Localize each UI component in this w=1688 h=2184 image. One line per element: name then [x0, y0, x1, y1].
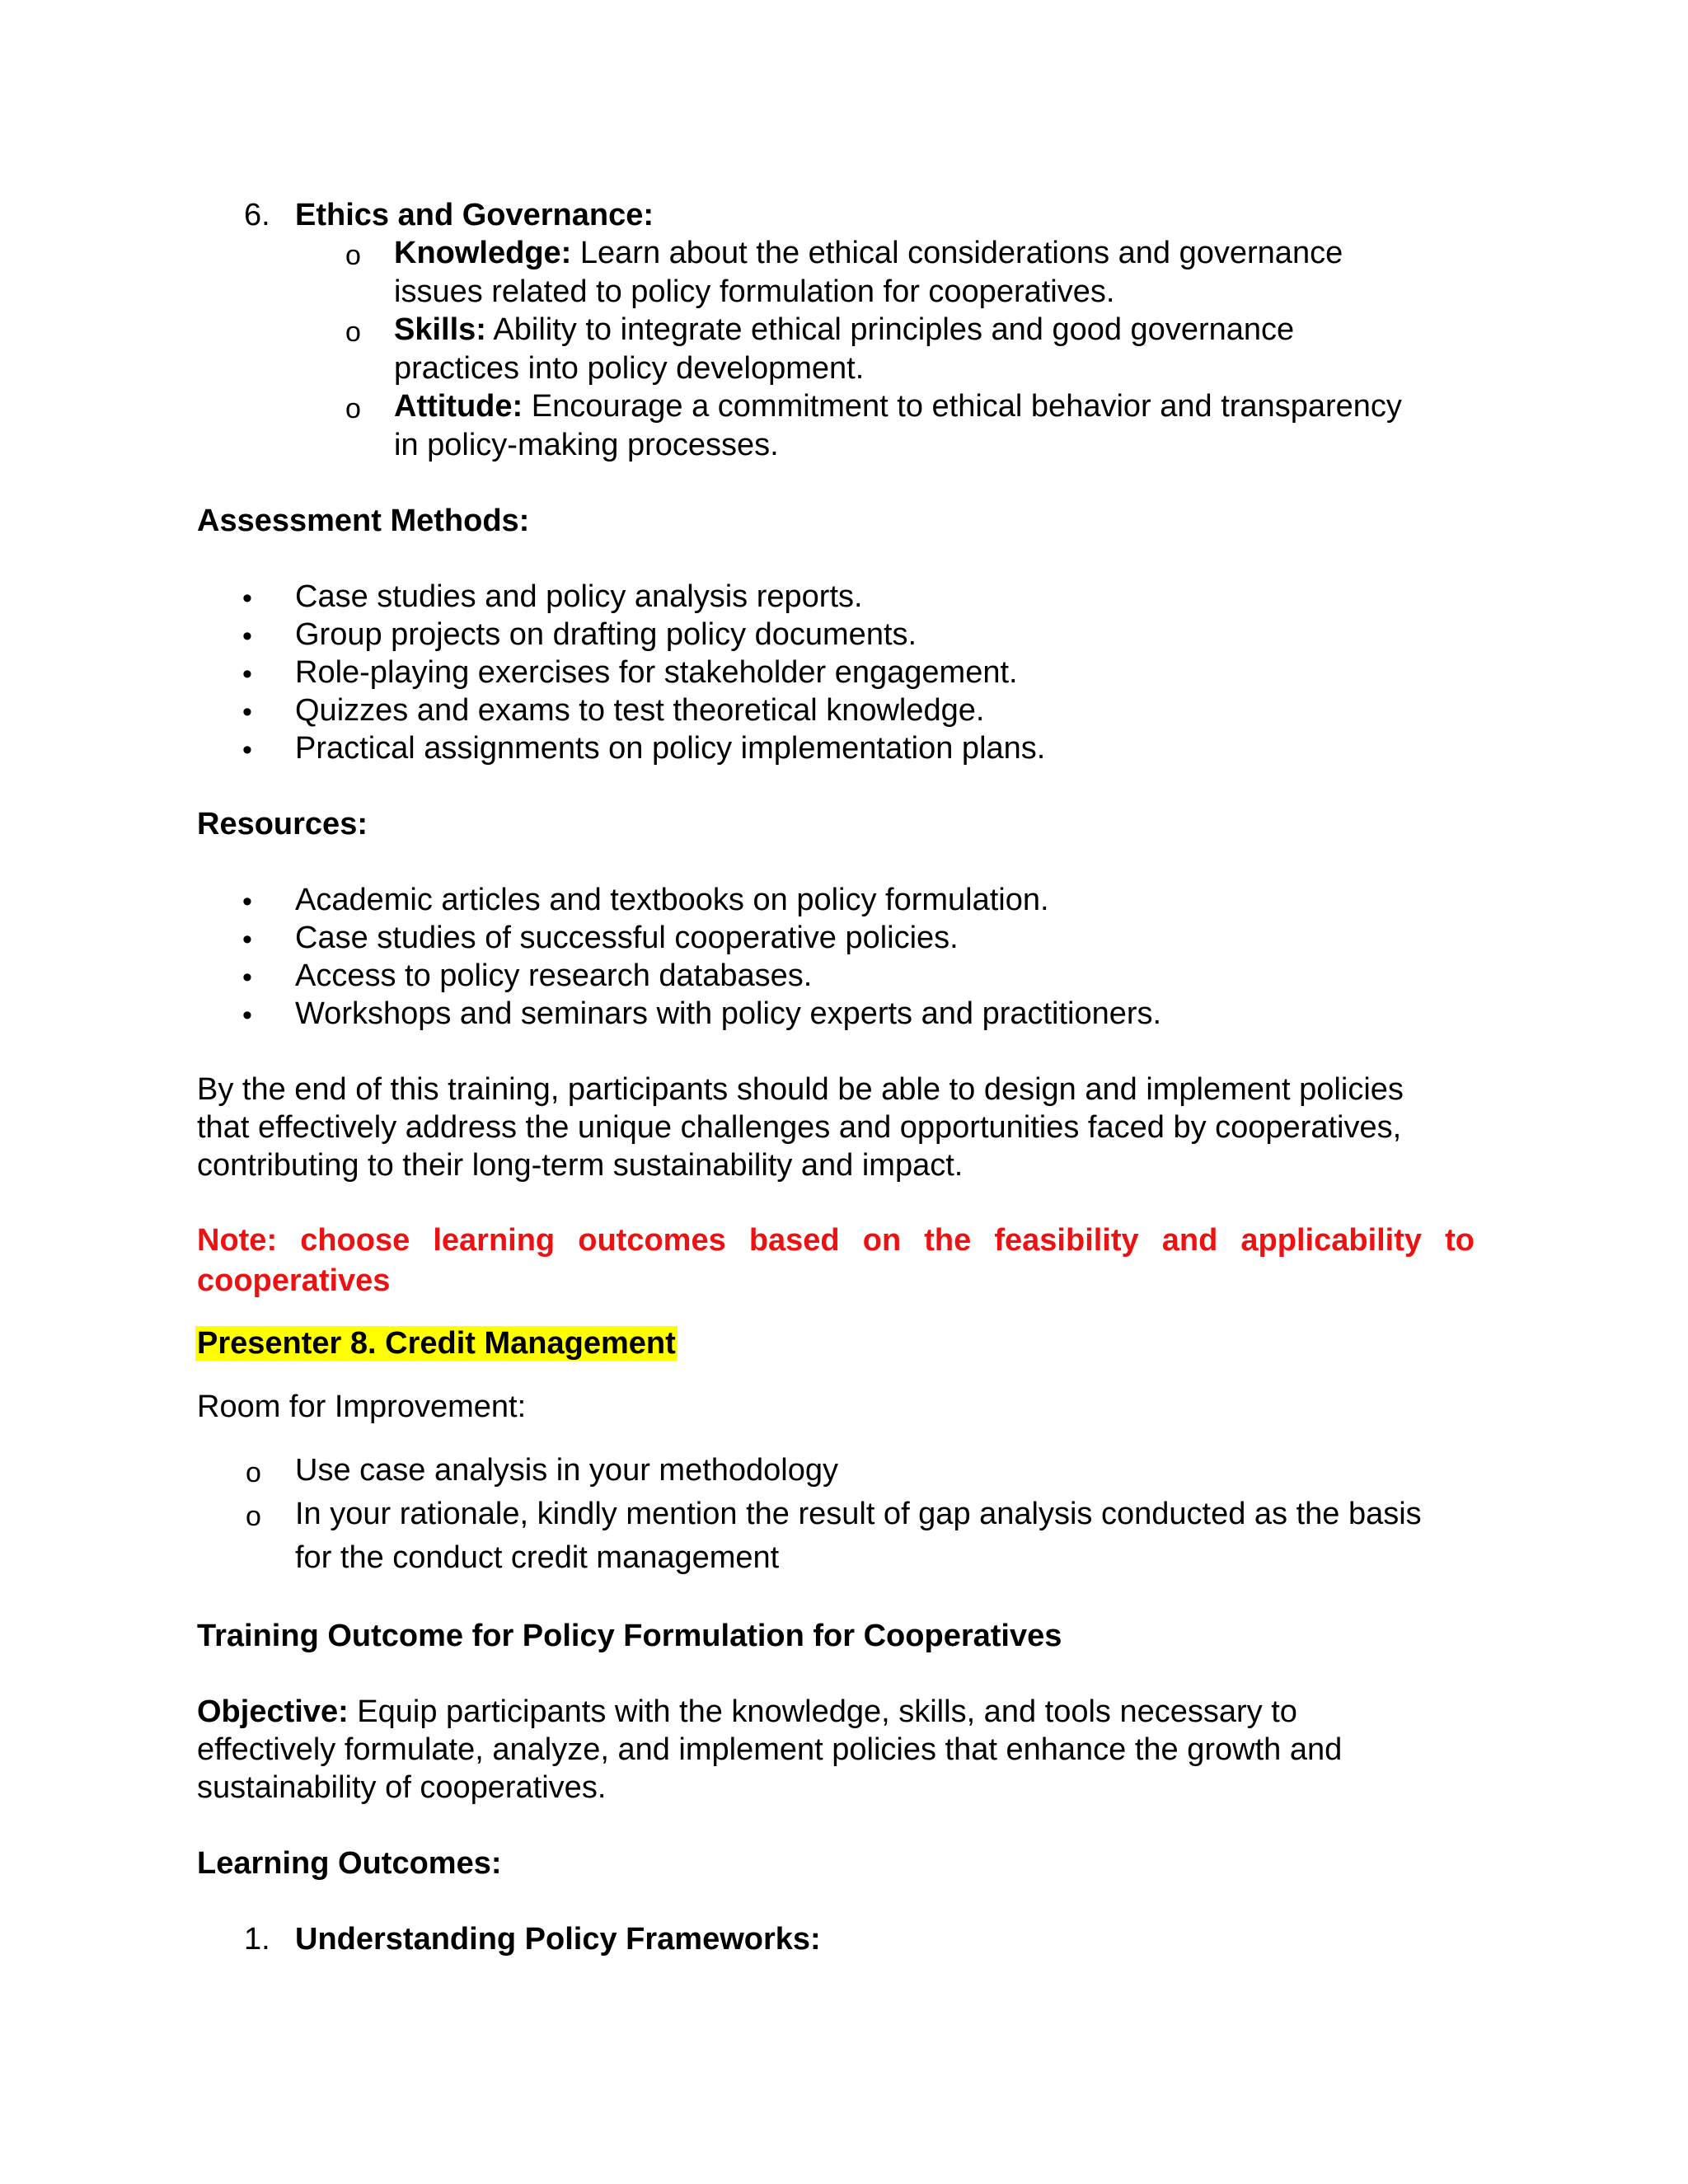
circle-bullet-icon: o — [345, 240, 361, 271]
resource-item: Academic articles and textbooks on policy formulation. — [295, 883, 1049, 917]
bullet-icon: • — [242, 696, 252, 728]
ethics-item-continuation: practices into policy development. — [394, 351, 865, 386]
resources-heading: Resources: — [197, 807, 368, 841]
training-title: Training Outcome for Policy Formulation for Cooperatives — [197, 1619, 1062, 1653]
conclusion-line: contributing to their long-term sustainability and impact. — [197, 1148, 964, 1183]
improvement-heading: Room for Improvement: — [197, 1390, 527, 1424]
resource-item: Case studies of successful cooperative policies. — [295, 921, 959, 955]
ethics-item-skills — [394, 311, 1294, 349]
learning-outcomes-heading: Learning Outcomes: — [197, 1846, 502, 1881]
circle-bullet-icon: o — [246, 1501, 261, 1532]
bullet-icon: • — [242, 886, 252, 917]
assessment-item: Role-playing exercises for stakeholder engagement. — [295, 655, 1018, 690]
objective-label: Objective: — [197, 1694, 349, 1729]
objective-text: Equip participants with the knowledge, skills, and tools necessary to — [348, 1694, 1297, 1729]
assessment-heading: Assessment Methods: — [197, 504, 530, 538]
circle-bullet-icon: o — [246, 1457, 261, 1488]
conclusion-line: By the end of this training, participants should be able to design and implement policies — [197, 1072, 1404, 1107]
ethics-item-text: Encourage a commitment to ethical behavior and transparency — [523, 389, 1402, 424]
ethics-item-knowledge — [394, 234, 1343, 272]
objective-line: sustainability of cooperatives. — [197, 1770, 607, 1805]
note-line: cooperatives — [197, 1263, 391, 1298]
ethics-item-text: Learn about the ethical considerations and governance — [571, 236, 1343, 270]
note-line: Note: choose learning outcomes based on the feasibility and applicability to — [197, 1223, 1475, 1258]
resource-item: Workshops and seminars with policy experts and practitioners. — [295, 996, 1162, 1031]
bullet-icon: • — [242, 1000, 252, 1031]
assessment-item: Practical assignments on policy implementation plans. — [295, 731, 1046, 766]
bullet-icon: • — [242, 962, 252, 993]
circle-bullet-icon: o — [345, 393, 361, 424]
objective-line: effectively formulate, analyze, and implement policies that enhance the growth and — [197, 1732, 1343, 1767]
presenter-highlight: Presenter 8. Credit Management — [197, 1326, 676, 1361]
ethics-item-label: Skills: — [394, 312, 486, 347]
ethics-item-continuation: issues related to policy formulation for cooperatives. — [394, 274, 1115, 309]
learning-outcome-number: 1. — [244, 1922, 270, 1957]
ethics-item-attitude — [394, 387, 1402, 425]
learning-outcome-item: Understanding Policy Frameworks: — [295, 1922, 821, 1957]
circle-bullet-icon: o — [345, 316, 361, 348]
assessment-item: Case studies and policy analysis reports. — [295, 579, 863, 614]
improvement-item-continuation: for the conduct credit management — [295, 1540, 780, 1575]
bullet-icon: • — [242, 621, 252, 652]
bullet-icon: • — [242, 734, 252, 766]
conclusion-line: that effectively address the unique challenges and opportunities faced by cooperatives, — [197, 1110, 1402, 1145]
assessment-item: Group projects on drafting policy documents. — [295, 617, 917, 652]
ethics-item-label: Attitude: — [394, 389, 523, 424]
ethics-heading: Ethics and Governance: — [295, 198, 654, 232]
improvement-item: In your rationale, kindly mention the result of gap analysis conducted as the basis — [295, 1497, 1422, 1531]
objective-line — [197, 1693, 1297, 1731]
bullet-icon: • — [242, 583, 252, 614]
ethics-item-label: Knowledge: — [394, 236, 572, 270]
bullet-icon: • — [242, 924, 252, 955]
assessment-item: Quizzes and exams to test theoretical knowledge. — [295, 693, 985, 728]
ethics-item-continuation: in policy-making processes. — [394, 428, 779, 462]
bullet-icon: • — [242, 658, 252, 690]
resource-item: Access to policy research databases. — [295, 958, 813, 993]
ethics-item-text: Ability to integrate ethical principles and good governance — [485, 312, 1295, 347]
ethics-number: 6. — [244, 198, 270, 232]
improvement-item: Use case analysis in your methodology — [295, 1453, 839, 1488]
presenter-heading — [195, 1324, 678, 1362]
